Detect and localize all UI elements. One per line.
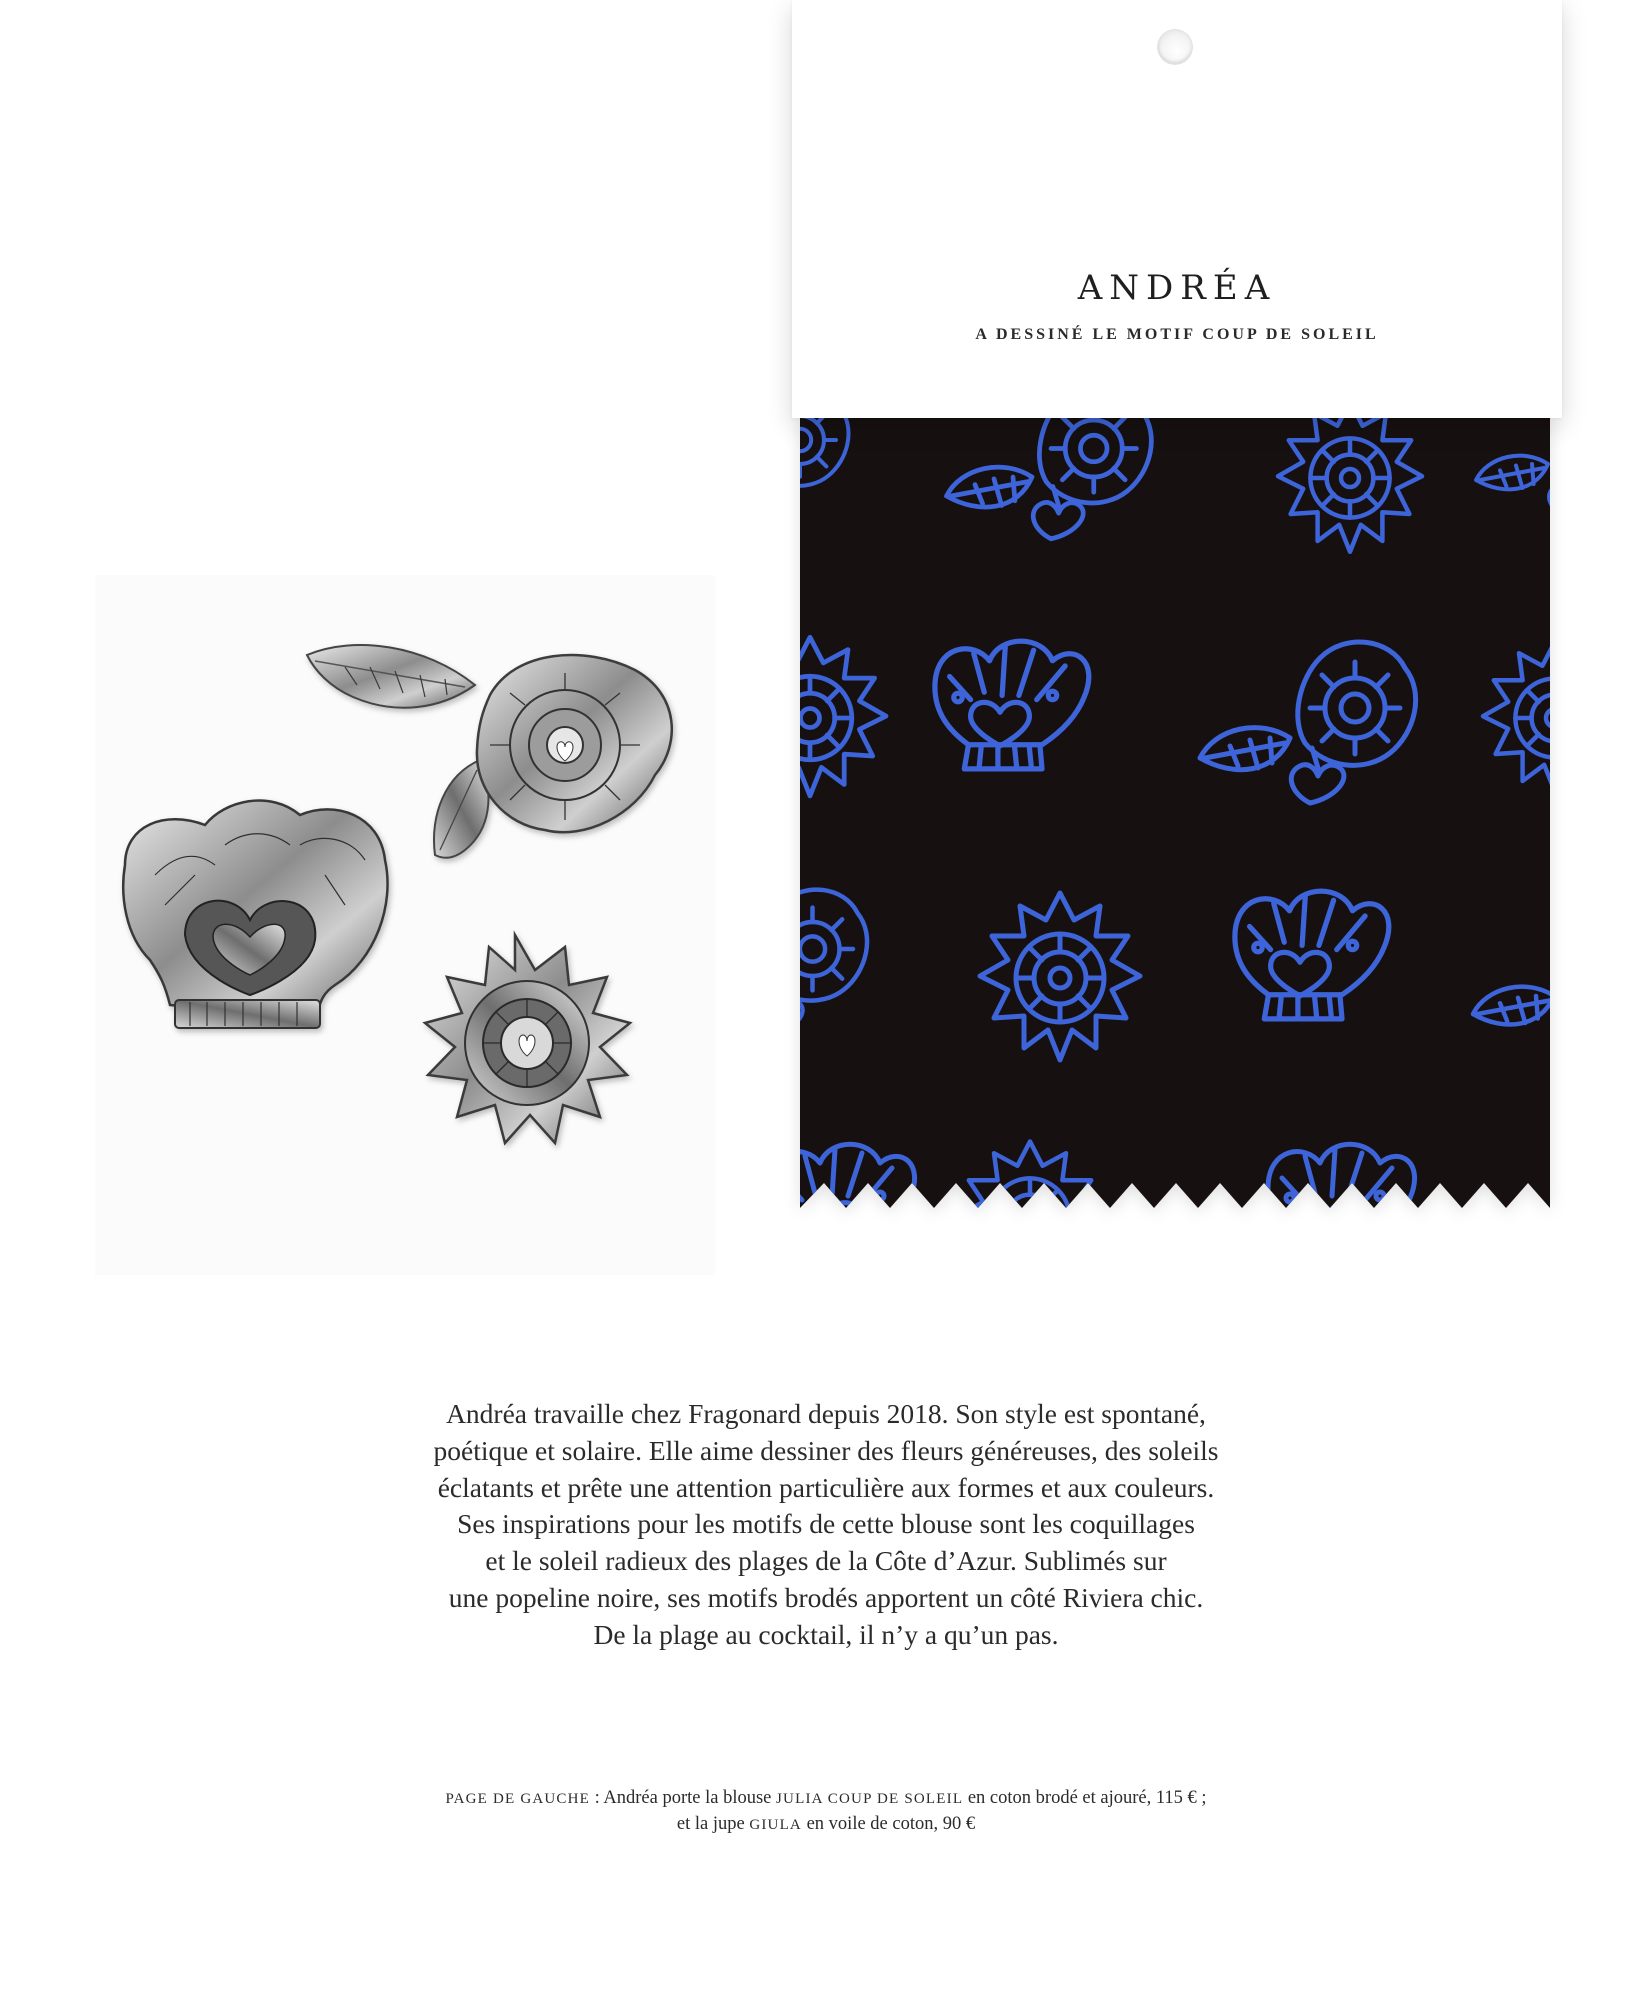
description-line: poétique et solaire. Elle aime dessiner des fleurs généreuses, des soleils [433, 1434, 1219, 1466]
caption-text: en voile de coton, 90 € [801, 1814, 976, 1834]
caption-line-1 [240, 1786, 1412, 1812]
tag-hole [1158, 30, 1192, 64]
description-line: et le soleil radieux des plages de la Côte d’Azur. Sublimés sur [485, 1545, 1167, 1577]
caption-label: PAGE DE GAUCHE [445, 1791, 591, 1807]
designer-description [280, 1396, 1372, 1654]
designer-name: ANDRÉA [1077, 268, 1277, 308]
description-line: une popeline noire, ses motifs brodés apportent un côté Riviera chic. [448, 1581, 1204, 1613]
silver-sun-motif [425, 935, 630, 1143]
tag-subtitle: A DESSINÉ LE MOTIF COUP DE SOLEIL [975, 326, 1379, 343]
caption-text: : Andréa porte la blouse [590, 1788, 777, 1808]
description-line: Ses inspirations pour les motifs de cette blouse sont les coquillages [457, 1508, 1195, 1540]
silver-shell-motif [123, 801, 387, 1028]
photo-caption [240, 1786, 1412, 1838]
fabric-swatch [800, 418, 1550, 1210]
description-line: De la plage au cocktail, il n’y a qu’un pas. [593, 1618, 1059, 1650]
silver-motifs-photo [95, 575, 715, 1275]
caption-product-name: JULIA COUP DE SOLEIL [776, 1791, 964, 1807]
caption-product-name: GIULA [749, 1817, 802, 1833]
swatch-tag [792, 0, 1562, 418]
caption-text: en coton brodé et ajouré, 115 € ; [963, 1788, 1207, 1808]
description-line: Andréa travaille chez Fragonard depuis 2018. Son style est spontané, [446, 1398, 1206, 1429]
caption-line-2 [240, 1812, 1412, 1838]
description-line: éclatants et prête une attention particulière aux formes et aux couleurs. [437, 1471, 1215, 1503]
caption-text: et la jupe [676, 1814, 750, 1834]
